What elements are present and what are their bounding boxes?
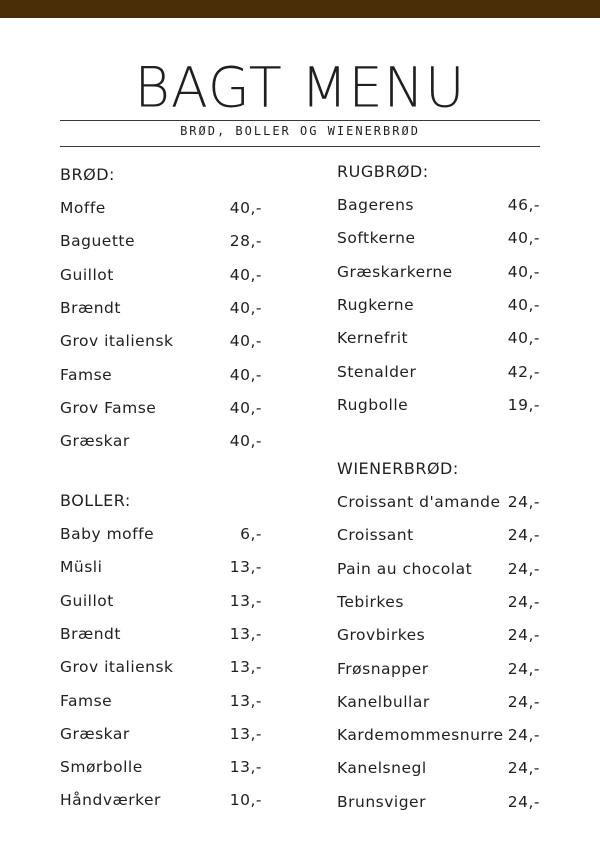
menu-item: [60, 625, 262, 647]
section-heading-wienerbrod: WIENERBRØD:: [337, 459, 459, 478]
menu-item-price: 40,-: [229, 265, 262, 284]
menu-item-name: Guillot: [60, 591, 114, 610]
menu-item-price: 24,-: [507, 592, 540, 611]
menu-item-name: Brændt: [60, 624, 121, 643]
menu-item-price: 13,-: [229, 558, 262, 577]
menu-item-price: 24,-: [507, 692, 540, 711]
menu-item-price: 24,-: [507, 759, 540, 778]
menu-item-price: 13,-: [229, 724, 262, 743]
menu-item-price: 40,-: [229, 298, 262, 317]
menu-item-name: Baby moffe: [60, 525, 155, 543]
menu-item: [60, 558, 262, 580]
menu-item-price: 40,-: [507, 295, 540, 314]
menu-item-price: 24,-: [507, 726, 540, 745]
menu-item-price: 40,-: [507, 229, 540, 248]
menu-item: [60, 791, 262, 813]
menu-item-price: 46,-: [507, 196, 540, 214]
menu-item-price: 24,-: [507, 526, 540, 545]
menu-item-name: Guillot: [60, 265, 114, 284]
menu-item-price: 10,-: [229, 791, 262, 810]
menu-item: [60, 658, 262, 680]
menu-item-price: 24,-: [507, 792, 540, 811]
menu-item-name: Smørbolle: [60, 758, 143, 777]
menu-item-price: 6,-: [240, 525, 262, 543]
menu-item-price: 40,-: [229, 199, 262, 217]
menu-item: [60, 692, 262, 714]
menu-item-name: Håndværker: [60, 791, 161, 810]
menu-item-name: Bagerens: [337, 196, 414, 214]
menu-item: [60, 432, 262, 454]
menu-item-price: 19,-: [507, 395, 540, 414]
menu-item: [337, 626, 540, 648]
menu-item-name: Grov italiensk: [60, 658, 174, 677]
menu-item-name: Frøsnapper: [337, 659, 429, 678]
menu-item: [60, 332, 262, 354]
section-heading-brod: BRØD:: [60, 165, 115, 184]
page-title: BAGT MENU: [134, 55, 466, 120]
page-subtitle: BRØD, BOLLER OG WIENERBRØD: [180, 124, 420, 138]
title-divider-top: [60, 120, 540, 121]
menu-item-name: Softkerne: [337, 229, 416, 248]
menu-item: [60, 725, 262, 747]
menu-item-name: Kernefrit: [337, 329, 409, 348]
menu-item-name: Moffe: [60, 199, 106, 217]
menu-item-name: Grov Famse: [60, 398, 157, 417]
menu-item: [337, 329, 540, 351]
menu-item: [60, 366, 262, 388]
menu-item-price: 13,-: [229, 591, 262, 610]
menu-item-price: 40,-: [229, 365, 262, 384]
menu-item-price: 13,-: [229, 758, 262, 777]
menu-item-name: Græskar: [60, 724, 130, 743]
menu-item: [60, 266, 262, 288]
top-brand-bar: [0, 0, 600, 18]
menu-item: [337, 196, 540, 218]
menu-item-price: 40,-: [507, 262, 540, 281]
menu-item-price: 24,-: [507, 559, 540, 578]
menu-item: [60, 525, 262, 547]
menu-item: [337, 229, 540, 251]
menu-item: [60, 299, 262, 321]
menu-item: [60, 592, 262, 614]
menu-item-name: Kanelbullar: [337, 692, 430, 711]
menu-item-name: Grovbirkes: [337, 626, 426, 645]
title-divider-bottom: [60, 146, 540, 147]
menu-item-price: 24,-: [507, 626, 540, 645]
menu-item-name: Croissant: [337, 526, 414, 545]
menu-item-name: Stenalder: [337, 362, 417, 381]
menu-item-name: Famse: [60, 365, 113, 384]
menu-item-name: Croissant d'amande: [337, 493, 501, 511]
menu-item-name: Kanelsnegl: [337, 759, 427, 778]
menu-item: [337, 759, 540, 781]
menu-item-name: Tebirkes: [337, 592, 404, 611]
menu-item-price: 13,-: [229, 624, 262, 643]
menu-item: [337, 526, 540, 548]
menu-item-name: Müsli: [60, 558, 103, 577]
menu-item: [60, 232, 262, 254]
menu-item: [337, 660, 540, 682]
menu-item-name: Famse: [60, 691, 113, 710]
menu-item-price: 40,-: [229, 432, 262, 451]
section-heading-rugbrod: RUGBRØD:: [337, 162, 429, 181]
menu-item-name: Rugbolle: [337, 395, 409, 414]
menu-item-name: Kardemommesnurre: [337, 726, 504, 745]
menu-item: [337, 493, 540, 515]
menu-item: [337, 726, 540, 748]
menu-item-name: Baguette: [60, 232, 136, 251]
menu-item: [337, 396, 540, 418]
menu-item-name: Pain au chocolat: [337, 559, 473, 578]
menu-item-name: Græskarkerne: [337, 262, 453, 281]
menu-item-name: Rugkerne: [337, 295, 415, 314]
menu-item-price: 42,-: [507, 362, 540, 381]
menu-item: [337, 693, 540, 715]
menu-item-price: 24,-: [507, 493, 540, 511]
menu-item-price: 40,-: [507, 329, 540, 348]
menu-item-price: 28,-: [229, 232, 262, 251]
menu-item: [60, 758, 262, 780]
menu-item: [60, 199, 262, 221]
menu-item: [337, 593, 540, 615]
menu-item-name: Brændt: [60, 298, 121, 317]
menu-item: [337, 363, 540, 385]
menu-item: [337, 560, 540, 582]
menu-item: [60, 399, 262, 421]
menu-item: [337, 793, 540, 815]
menu-item: [337, 296, 540, 318]
menu-item-name: Brunsviger: [337, 792, 426, 811]
menu-item-price: 40,-: [229, 398, 262, 417]
menu-item-name: Græskar: [60, 432, 130, 451]
section-heading-boller: BOLLER:: [60, 491, 131, 510]
menu-item: [337, 263, 540, 285]
menu-item-price: 13,-: [229, 691, 262, 710]
menu-item-price: 13,-: [229, 658, 262, 677]
menu-item-price: 24,-: [507, 659, 540, 678]
menu-item-price: 40,-: [229, 332, 262, 351]
menu-item-name: Grov italiensk: [60, 332, 174, 351]
